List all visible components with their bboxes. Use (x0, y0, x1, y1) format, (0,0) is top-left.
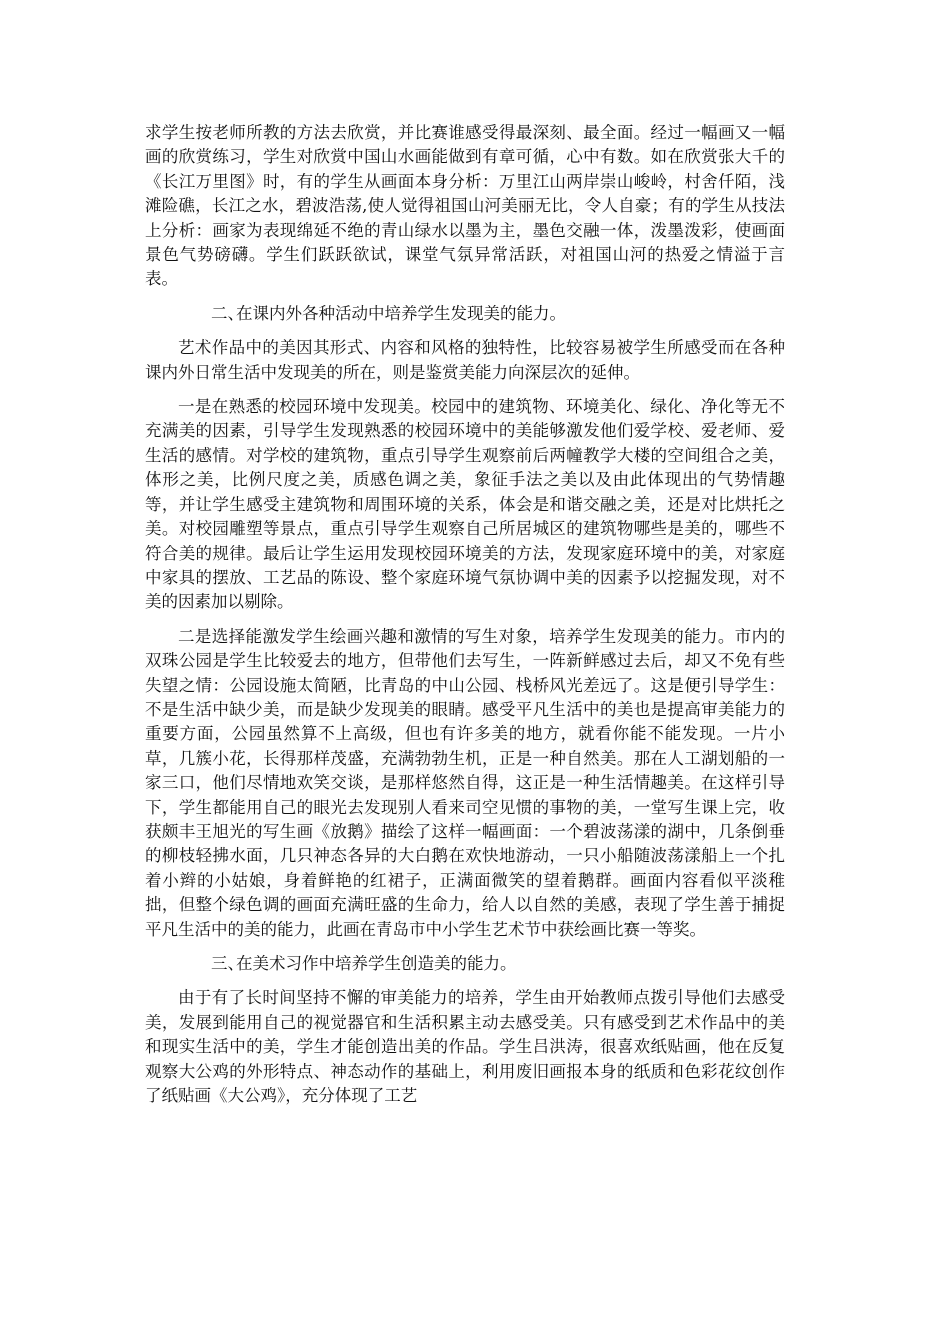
paragraph: 艺术作品中的美因其形式、内容和风格的独特性，比较容易被学生所感受而在各种课内外日常生活中发现美的所在，则是鉴赏美能力向深层次的延伸。 (145, 338, 785, 382)
paragraph: 一是在熟悉的校园环境中发现美。校园中的建筑物、环境美化、绿化、净化等无不充满美的因素，引导学生发现熟悉的校园环境中的美能够激发他们爱学校、爱老师、爱生活的感情。对学校的建筑物，重点引导学生观察前后两幢教学大楼的空间组合之美，体形之美，比例尺度之美，质感色调之美，象征手法之美以及由此体现出的气势情趣等，并让学生感受主建筑物和周围环境的关系，体会是和谐交融之美，还是对比烘托之美。对校园雕塑等景点，重点引导学生观察自己所居城区的建筑物哪些是美的，哪些不符合美的规律。最后让学生运用发现校园环境美的方法，发现家庭环境中的美，对家庭中家具的摆放、工艺品的陈设、整个家庭环境气氛协调中美的因素予以挖掘发现，对不美的因素加以剔除。 (145, 397, 785, 612)
section-number: 二、 (211, 303, 244, 323)
section-heading-three (145, 952, 785, 976)
section-number: 三、 (211, 954, 244, 973)
section-heading-text: 在课内外各种活动中培养学生发现美的能力。 (236, 303, 566, 323)
paragraph: 由于有了长时间坚持不懈的审美能力的培养，学生由开始教师点拨引导他们去感受美，发展到能用自己的视觉器官和生活积累主动去感受美。只有感受到艺术作品中的美和现实生活中的美，学生才能创造出美的作品。学生吕洪涛，很喜欢纸贴画，他在反复观察大公鸡的外形特点、神态动作的基础上，利用废旧画报本身的纸质和色彩花纹创作了纸贴画《大公鸡》，充分体现了工艺 (145, 988, 785, 1106)
paragraph-continuation: 求学生按老师所教的方法去欣赏，并比赛谁感受得最深刻、最全面。经过一幅画又一幅画的欣赏练习，学生对欣赏中国山水画能做到有章可循，心中有数。如在欣赏张大千的《长江万里图》时，有的学生从画面本身分析：万里江山两岸崇山峻岭，村舍仟陌，浅滩险礁，长江之水，碧波浩荡,使人觉得祖国山河美丽无比，令人自豪；有的学生从技法上分析：画家为表现绵延不绝的青山绿水以墨为主，墨色交融一体，泼墨泼彩，使画面景色气势磅礴。学生们跃跃欲试，课堂气氛异常活跃，对祖国山河的热爱之情溢于言表。 (145, 123, 785, 289)
section-heading-two (145, 302, 785, 326)
document-body (145, 121, 785, 1108)
paragraph: 二是选择能激发学生绘画兴趣和激情的写生对象，培养学生发现美的能力。市内的双珠公园是学生比较爱去的地方，但带他们去写生，一阵新鲜感过去后，却又不免有些失望之情：公园设施太简陋，比青岛的中山公园、栈桥风光差远了。这是便引导学生：不是生活中缺少美，而是缺少发现美的眼睛。感受平凡生活中的美也是提高审美能力的重要方面，公园虽然算不上高级，但也有许多美的地方，就看你能不能发现。一片小草，几簇小花，长得那样茂盛，充满勃勃生机，正是一种自然美。那在人工湖划船的一家三口，他们尽情地欢笑交谈，是那样悠然自得，这正是一种生活情趣美。在这样引导下，学生都能用自己的眼光去发现别人看来司空见惯的事物的美，一堂写生课上完，收获颇丰王旭光的写生画《放鹅》描绘了这样一幅画面：一个碧波荡漾的湖中，几条倒垂的柳枝轻拂水面，几只神态各异的大白鹅在欢快地游动，一只小船随波荡漾船上一个扎着小辫的小姑娘，身着鲜艳的红裙子，正满面微笑的望着鹅群。画面内容看似平淡稚拙，但整个绿色调的画面充满旺盛的生命力，给人以自然的美感，表现了学生善于捕捉平凡生活中的美的能力，此画在青岛市中小学生艺术节中获绘画比赛一等奖。 (145, 626, 785, 939)
section-heading-text: 在美术习作中培养学生创造美的能力。 (236, 954, 517, 973)
